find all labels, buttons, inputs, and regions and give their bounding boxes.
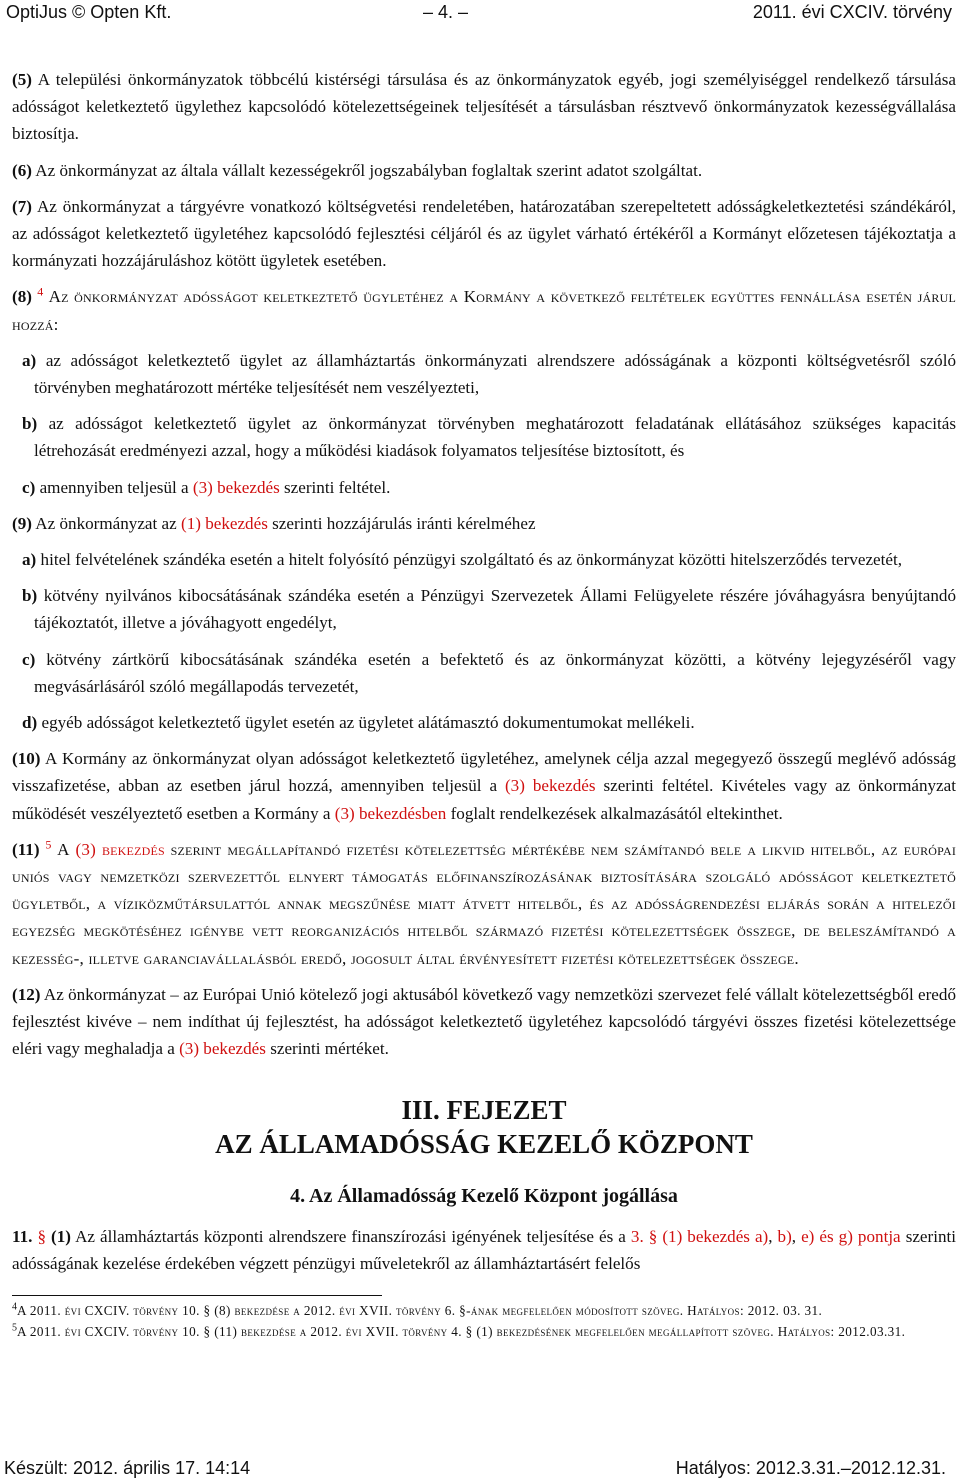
list-item [12, 410, 956, 464]
list-item [12, 646, 956, 700]
list-item [12, 347, 956, 401]
paragraph-text: Az államháztartás központi alrendszere finanszírozási igényének teljesítése és a [75, 1226, 626, 1246]
header-publisher: OptiJus © Opten Kft. [6, 2, 172, 22]
footnote-reference-4[interactable]: 4 [37, 284, 44, 299]
paragraph-9 [12, 510, 956, 537]
item-letter: a) [22, 550, 37, 570]
paragraph-text: Az önkormányzat a tárgyévre vonatkozó költségvetési rendeletében, határozatában szerepeltetett adósságkeletkeztetési szándékáról, az adósságot keletkeztető ügyletéhez kapcsolódó fejlesztési céljáról és az ügylet várható értékéről a Kormányt előzetesen tájékoztatja a kormányzati hozzájáruláshoz kötött ügyletek esetében. [12, 196, 956, 271]
footnote-divider [12, 1295, 382, 1296]
paragraph-number: (10) [12, 749, 41, 769]
paragraph-6 [12, 157, 956, 184]
header-law-title: 2011. évi CXCIV. törvény [752, 2, 952, 22]
footnote-mark: 4 [12, 1301, 17, 1313]
item-text: az adósságot keletkeztető ügylet az államháztartás önkormányzati alrendszere adósságának a központi költségvetésről szóló törvényben meghatározott mértéke teljesítését nem veszélyezteti, [34, 350, 956, 398]
list-item [12, 546, 956, 573]
chapter-heading [12, 1093, 956, 1161]
item-letter: b) [22, 586, 38, 606]
item-text: kötvény zártkörű kibocsátásának szándéka esetén a befektető és az önkormányzat közötti, a kötvény lejegyzéséről vagy megvásárlásáról szóló megállapodás tervezetét, [34, 649, 956, 696]
chapter-title: AZ ÁLLAMADÓSSÁG KEZELŐ KÖZPONT [215, 1128, 753, 1159]
cross-reference-link[interactable]: (3) bekezdés [179, 1039, 266, 1059]
footnote-5 [12, 1323, 956, 1341]
cross-reference-link[interactable]: (3) bekezdésben [334, 803, 447, 823]
item-letter: c) [22, 649, 36, 669]
paragraph-10 [12, 745, 956, 827]
paragraph-text: szerinti hozzájárulás iránti kérelméhez [272, 513, 536, 533]
cross-reference-link[interactable]: (3) bekezdés [504, 776, 596, 796]
paragraph-text: Az önkormányzat – az Európai Unió kötelező jogi aktusából következő vagy nemzetközi szervezet felé vállalt kötelezettségből eredő fejlesztést kivéve – nem indíthat új fejlesztést, ha adósságot keletkeztető ügyletéhez kapcsolódó tárgyévi összes fizetési kötelezettsége eléri vagy meghaladja a [12, 984, 956, 1059]
footnote-mark: 5 [12, 1323, 17, 1335]
item-text: szerinti feltétel. [284, 477, 391, 497]
paragraph-text: Az önkormányzat az általa vállalt kezességekről jogszabályban foglaltak szerint adatot szolgáltat. [35, 160, 703, 180]
item-text: egyéb adósságot keletkeztető ügylet esetén az ügyletet alátámasztó dokumentumokat mellékeli. [41, 713, 695, 733]
paragraph-12 [12, 981, 956, 1063]
footnote-text: A 2011. évi CXCIV. törvény 10. § (8) bekezdése a 2012. évi XVII. törvény 6. §-ának megfelelően módosított szöveg. Hatályos: 2012. 03. 31. [17, 1302, 823, 1318]
paragraph-number: (11) [12, 839, 40, 859]
section-heading: 4. Az Államadósság Kezelő Központ jogállása [290, 1184, 678, 1207]
paragraph-5 [12, 66, 956, 148]
footnote-4 [12, 1302, 956, 1320]
cross-reference-link[interactable]: (3) bekezdés [75, 839, 165, 859]
cross-reference-link[interactable]: (3) bekezdés [192, 477, 280, 497]
section-sign: § [37, 1226, 47, 1246]
document-body [12, 66, 956, 1341]
footnote-reference-5[interactable]: 5 [45, 837, 52, 852]
paragraph-text: szerinti mértéket. [270, 1039, 389, 1059]
footer-validity: Hatályos: 2012.3.31.–2012.12.31. [675, 1458, 946, 1478]
paragraph-number: (1) [51, 1226, 71, 1246]
item-letter: a) [22, 350, 37, 370]
paragraph-text: A Kormány az önkormányzat olyan adósságot keletkeztető ügyletéhez, amelynek célja azzal megegyező összegű meglévő adósság visszafizetése, abban az esetben járul hozzá, amennyiben teljesül a [12, 749, 956, 796]
paragraph-text: szerint megállapítandó fizetési kötelezettség mértékébe nem számítandó bele a likvid hitelből, az európai uniós vagy nemzetközi szervezettől elnyert támogatás előfinanszírozásának biztosítására szolgáló adósságot keletkeztető ügyletből, a víziközműtársulattól annak megszűnése miatt átvett hitelből, és az adósságrendezési eljárás során a hitelezői egyezség megkötéséhez igénybe vett reorganizációs hitelből származó fizetési kötelezettségek összege, de beleszámítandó a kezesség-, illetve garanciavállalásból eredő, jogosult által érvényesített fizetési kötelezettségek összege. [12, 839, 957, 968]
cross-reference-link[interactable]: (1) bekezdés [181, 513, 268, 533]
list-item [12, 582, 956, 636]
paragraph-text: szerinti feltétel. Kivételes vagy az önkormányzat működését veszélyeztető esetben a Kormány a [12, 776, 956, 823]
list-item [12, 474, 956, 501]
article-number: 11. [12, 1226, 33, 1246]
paragraph-number: (6) [12, 160, 32, 180]
paragraph-text: Az önkormányzat az [35, 513, 177, 533]
article-11: 11. § (1) Az államháztartás központi alrendszere finanszírozási igényének teljesítése és a 3. § (1) bekezdés a), b), e) és g) pontja szerinti adósságának kezelése érdekében végzett pénzügyi műveletekről az államháztartásért felelős [12, 1226, 957, 1273]
item-text: amennyiben teljesül a [39, 477, 189, 497]
paragraph-text: szerinti adósságának kezelése érdekében végzett pénzügyi műveletekről az államháztartásért felelős [12, 1226, 957, 1273]
footer-created: Készült: 2012. április 17. 14:14 [4, 1458, 251, 1478]
cross-reference-link[interactable]: e) [801, 1226, 815, 1246]
paragraph-8 [12, 283, 956, 337]
paragraph-text: Az önkormányzat adósságot keletkeztető ügyletéhez a Kormány a következő feltételek együttes fennállása esetén járul hozzá: [12, 287, 956, 334]
paragraph-text: A települési önkormányzatok többcélú kistérségi társulása és az önkormányzatok egyéb, jogi személyiséggel rendelkező társulása adósságot keletkeztető ügylethez kapcsolódó kötelezettségeinek teljesítését a társulásban résztvevő önkormányzatok kezességvállalása biztosítja. [12, 70, 956, 144]
paragraph-11 [12, 836, 956, 972]
item-text: kötvény nyilvános kibocsátásának szándéka esetén a Pénzügyi Szervezetek Állami Felügyelete részére jóváhagyásra benyújtandó tájékoztatót, illetve a jóváhagyott engedélyt, [34, 586, 956, 633]
paragraph-number: (8) [12, 287, 32, 307]
item-letter: c) [22, 477, 36, 497]
header-page-number: – 4. – [423, 2, 469, 22]
item-text: az adósságot keletkeztető ügylet az önkormányzat törvényben meghatározott feladatának ellátásához szükséges kapacitás létrehozását eredményezi azzal, hogy a működési kiadások folyamatos teljesítése biztosított, és [34, 414, 956, 461]
paragraph-number: (12) [12, 984, 41, 1004]
paragraph-text: A [57, 839, 70, 859]
cross-reference-link[interactable]: § (1) bekezdés a) [648, 1226, 769, 1246]
paragraph-7 [12, 193, 956, 275]
paragraph-number: (5) [12, 70, 32, 89]
item-letter: b) [22, 414, 38, 434]
page-header [6, 2, 952, 28]
cross-reference-link[interactable]: és g) pontja [819, 1226, 901, 1246]
footnote-text: A 2011. évi CXCIV. törvény 10. § (11) bekezdése a 2012. évi XVII. törvény 4. § (1) bekezdésének megfelelően megállapított szöveg. Hatályos: 2012.03.31. [17, 1324, 906, 1340]
cross-reference-link[interactable]: 3. [630, 1226, 644, 1246]
cross-reference-link[interactable]: b) [777, 1226, 792, 1246]
paragraph-text: foglalt rendelkezések alkalmazásától eltekinthet. [450, 803, 783, 823]
list-item [12, 709, 956, 736]
chapter-number: III. FEJEZET [401, 1094, 567, 1125]
paragraph-number: (9) [12, 513, 32, 533]
item-text: hitel felvételének szándéka esetén a hitelt folyósító pénzügyi szolgáltató és az önkormányzat közötti hitelszerződés tervezetét, [40, 550, 902, 570]
paragraph-number: (7) [12, 196, 32, 216]
item-letter: d) [22, 713, 38, 733]
page-footer [4, 1458, 946, 1484]
